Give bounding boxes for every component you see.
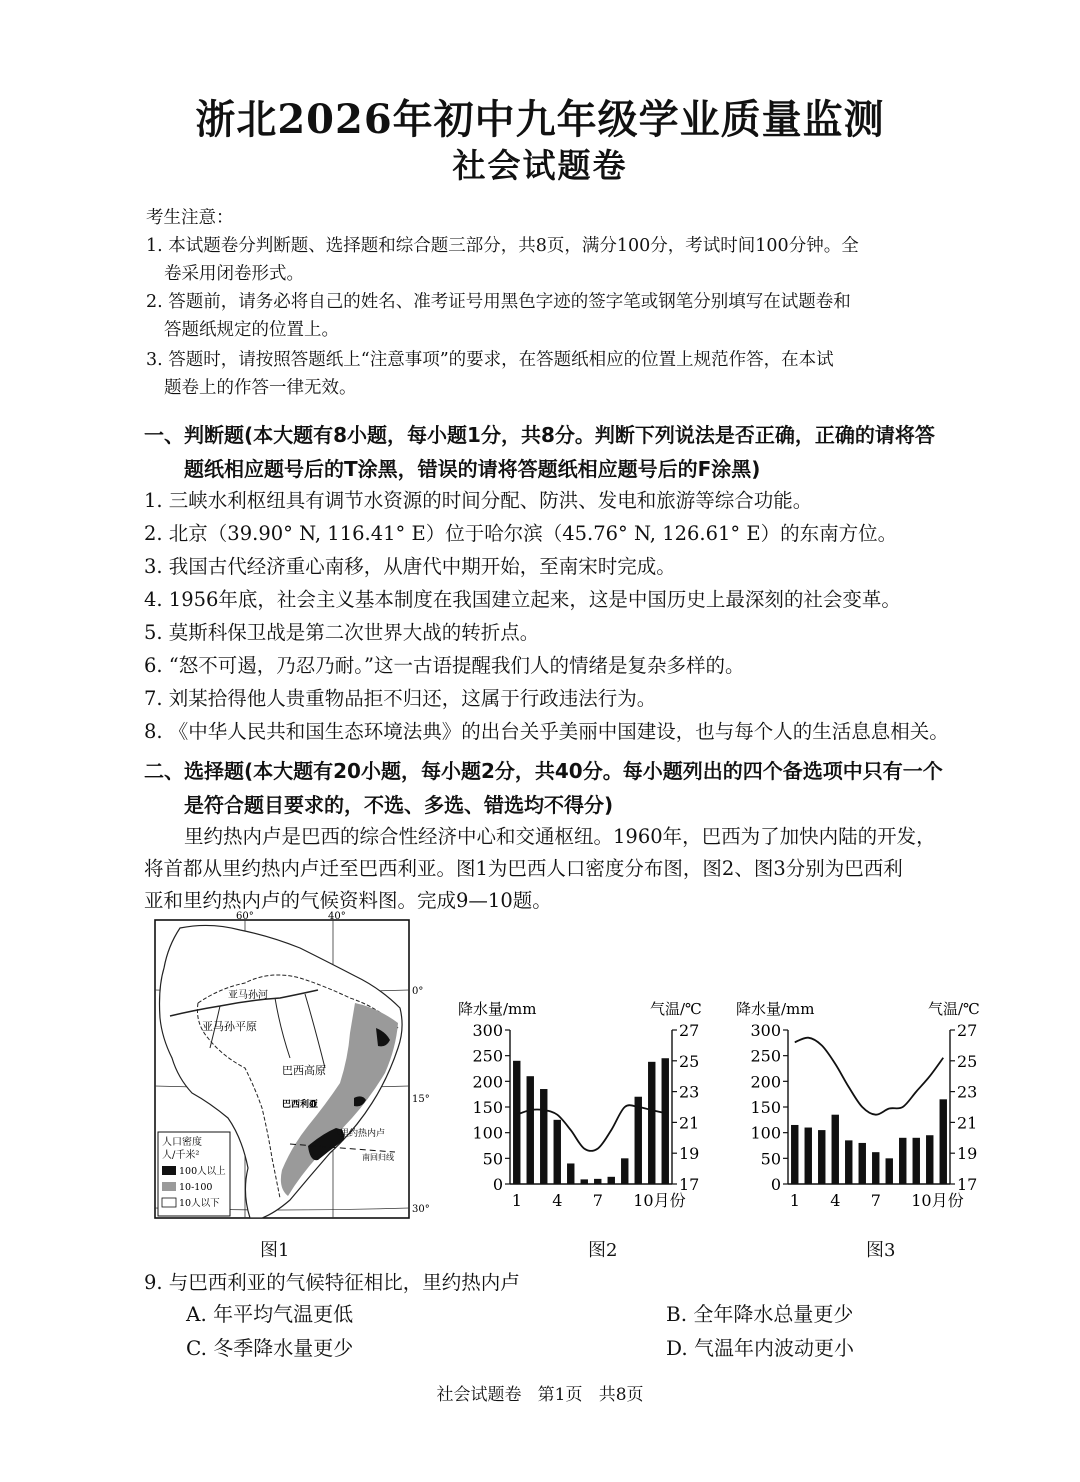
precip-bar — [859, 1143, 866, 1184]
notice-line: 题卷上的作答一律无效。 — [164, 378, 357, 398]
section2-heading: 二、选择题(本大题有20小题，每小题2分，共40分。每小题列出的四个备选项中只有一个 — [144, 759, 943, 783]
judge-question-4: 4. 1956年底，社会主义基本制度在我国建立起来，这是中国历史上最深刻的社会变革。 — [144, 588, 901, 611]
precip-bar — [818, 1130, 825, 1184]
y-tick-label: 100 — [472, 1123, 503, 1143]
legend-unit: 人/千米² — [162, 1150, 200, 1161]
precip-bar — [805, 1128, 812, 1184]
y-tick-label: 0 — [770, 1175, 781, 1194]
judge-question-2: 2. 北京（39.90° N, 116.41° E）位于哈尔滨（45.76° N, 126.61° E）的东南方位。 — [144, 522, 898, 545]
y-tick-label: 300 — [750, 1021, 781, 1040]
lon-label: 60° — [236, 911, 254, 922]
precip-bar — [567, 1163, 574, 1184]
climate-chart-rio — [732, 994, 1002, 1216]
y2-tick-label: 27 — [957, 1021, 978, 1040]
precip-bar — [540, 1089, 547, 1184]
figure-caption: 图3 — [866, 1240, 896, 1261]
precip-bar — [594, 1179, 601, 1184]
passage-line: 亚和里约热内卢的气候资料图。完成9—10题。 — [144, 889, 552, 912]
figure-caption: 图1 — [260, 1240, 290, 1261]
y-tick-label: 250 — [472, 1046, 503, 1066]
brazil-population-map — [150, 908, 430, 1228]
y2-tick-label: 25 — [957, 1051, 978, 1071]
judge-question-3: 3. 我国古代经济重心南移，从唐代中期开始，至南宋时完成。 — [144, 555, 676, 578]
rio-label: 里约热内卢 — [340, 1129, 386, 1139]
x-tick-label: 4 — [552, 1191, 563, 1210]
tropic-label: 南回归线 — [362, 1153, 394, 1162]
precip-bar — [791, 1125, 798, 1184]
precip-bar — [940, 1099, 947, 1184]
notice-line: 3. 答题时，请按照答题纸上“注意事项”的要求，在答题纸相应的位置上规范作答，在本试 — [146, 350, 834, 370]
x-tick-label: 7 — [592, 1191, 603, 1210]
y-tick-label: 150 — [472, 1098, 503, 1117]
y2-tick-label: 19 — [957, 1144, 978, 1164]
precip-bar — [554, 1120, 561, 1184]
notice-line: 卷采用闭卷形式。 — [164, 264, 304, 284]
y-tick-label: 250 — [750, 1046, 781, 1066]
brasilia-label: 巴西利亚 — [282, 1100, 319, 1110]
notice-line: 1. 本试题卷分判断题、选择题和综合题三部分，共8页，满分100分，考试时间100分钟。全 — [146, 236, 859, 256]
lat-label: 30° — [412, 1204, 430, 1215]
precip-bar — [621, 1158, 628, 1184]
amazon-plain-label: 亚马孙平原 — [202, 1020, 257, 1033]
x-tick-label: 10月份 — [633, 1191, 686, 1210]
judge-question-7: 7. 刘某拾得他人贵重物品拒不归还，这属于行政违法行为。 — [144, 687, 657, 710]
figure-caption: 图2 — [588, 1240, 618, 1261]
section2-heading-cont: 是符合题目要求的，不选、多选、错选均不得分) — [184, 793, 614, 817]
y-tick-label: 100 — [750, 1123, 781, 1143]
precip-bar — [581, 1179, 588, 1184]
y2-tick-label: 27 — [679, 1021, 700, 1040]
judge-question-6: 6. “怒不可遏，乃忍乃耐。”这一古语提醒我们人的情绪是复杂多样的。 — [144, 654, 745, 677]
right-axis-title: 气温/℃ — [650, 1000, 702, 1018]
x-tick-label: 1 — [511, 1191, 522, 1210]
legend-item: 10人以下 — [179, 1198, 220, 1209]
y2-tick-label: 25 — [679, 1051, 700, 1071]
y-tick-label: 0 — [492, 1175, 503, 1194]
y2-tick-label: 17 — [957, 1175, 978, 1194]
legend-item: 10-100 — [179, 1182, 213, 1193]
passage-line: 将首都从里约热内卢迁至巴西利亚。图1为巴西人口密度分布图，图2、图3分别为巴西利 — [144, 857, 903, 880]
temperature-line — [517, 1105, 666, 1151]
y-tick-label: 50 — [482, 1149, 503, 1169]
notice-line: 答题纸规定的位置上。 — [164, 320, 339, 340]
y2-tick-label: 19 — [679, 1144, 700, 1164]
legend-swatch-mid — [162, 1182, 176, 1191]
temperature-line — [795, 1038, 944, 1115]
x-tick-label: 4 — [830, 1191, 841, 1210]
y2-tick-label: 21 — [679, 1113, 700, 1133]
legend-swatch-high — [162, 1166, 176, 1175]
option-c[interactable]: C. 冬季降水量更少 — [186, 1336, 354, 1360]
precip-bar — [648, 1062, 655, 1184]
left-axis-title: 降水量/mm — [736, 1000, 815, 1018]
y-tick-label: 150 — [750, 1098, 781, 1117]
precip-bar — [662, 1058, 669, 1184]
amazon-river-label: 亚马孙河 — [228, 990, 268, 1001]
precip-bar — [527, 1076, 534, 1184]
lat-label: 15° — [412, 1094, 430, 1105]
y2-tick-label: 23 — [679, 1082, 700, 1102]
left-axis-title: 降水量/mm — [458, 1000, 537, 1018]
judge-question-5: 5. 莫斯科保卫战是第二次世界大战的转折点。 — [144, 621, 540, 644]
judge-question-8: 8. 《中华人民共和国生态环境法典》的出台关乎美丽中国建设，也与每个人的生活息息相关。 — [144, 720, 949, 743]
y2-tick-label: 23 — [957, 1082, 978, 1102]
precip-bar — [608, 1177, 615, 1184]
legend-item: 100人以上 — [179, 1166, 226, 1177]
brazilian-highlands-label: 巴西高原 — [282, 1064, 326, 1077]
option-b[interactable]: B. 全年降水总量更少 — [666, 1302, 854, 1326]
lat-label: 0° — [412, 986, 424, 997]
right-axis-title: 气温/℃ — [928, 1000, 980, 1018]
y-tick-label: 50 — [760, 1149, 781, 1169]
x-tick-label: 1 — [789, 1191, 800, 1210]
precip-bar — [635, 1097, 642, 1184]
section1-heading-cont: 题纸相应题号后的T涂黑，错误的请将答题纸相应题号后的F涂黑) — [184, 457, 761, 481]
notice-heading: 考生注意： — [146, 208, 234, 228]
page-subtitle: 社会试题卷 — [452, 146, 628, 185]
page-footer: 社会试题卷 第1页 共8页 — [436, 1385, 644, 1405]
precip-bar — [913, 1138, 920, 1184]
x-tick-label: 10月份 — [911, 1191, 964, 1210]
legend-title: 人口密度 — [162, 1137, 202, 1148]
notice-line: 2. 答题前，请务必将自己的姓名、准考证号用黑色字迹的签字笔或钢笔分别填写在试题卷和 — [146, 292, 851, 312]
option-d[interactable]: D. 气温年内波动更小 — [666, 1336, 855, 1360]
precip-bar — [872, 1152, 879, 1184]
passage-line: 里约热内卢是巴西的综合性经济中心和交通枢纽。1960年，巴西为了加快内陆的开发， — [184, 825, 936, 848]
y-tick-label: 200 — [750, 1072, 781, 1092]
precip-bar — [899, 1138, 906, 1184]
option-a[interactable]: A. 年平均气温更低 — [186, 1302, 354, 1326]
precip-bar — [845, 1140, 852, 1184]
section1-heading: 一、判断题(本大题有8小题，每小题1分，共8分。判断下列说法是否正确，正确的请将答 — [144, 423, 935, 447]
question-9-stem: 9. 与巴西利亚的气候特征相比，里约热内卢 — [144, 1271, 520, 1294]
y2-tick-label: 21 — [957, 1113, 978, 1133]
precip-bar — [513, 1061, 520, 1184]
y-tick-label: 200 — [472, 1072, 503, 1092]
precip-bar — [926, 1135, 933, 1184]
legend-swatch-low — [162, 1198, 176, 1207]
y-tick-label: 300 — [472, 1021, 503, 1040]
x-tick-label: 7 — [870, 1191, 881, 1210]
y2-tick-label: 17 — [679, 1175, 700, 1194]
precip-bar — [832, 1115, 839, 1184]
judge-question-1: 1. 三峡水利枢纽具有调节水资源的时间分配、防洪、发电和旅游等综合功能。 — [144, 489, 813, 512]
climate-chart-brasilia — [454, 994, 724, 1216]
lon-label: 40° — [328, 911, 346, 922]
page-title: 浙北2026年初中九年级学业质量监测 — [195, 96, 885, 143]
precip-bar — [886, 1158, 893, 1184]
